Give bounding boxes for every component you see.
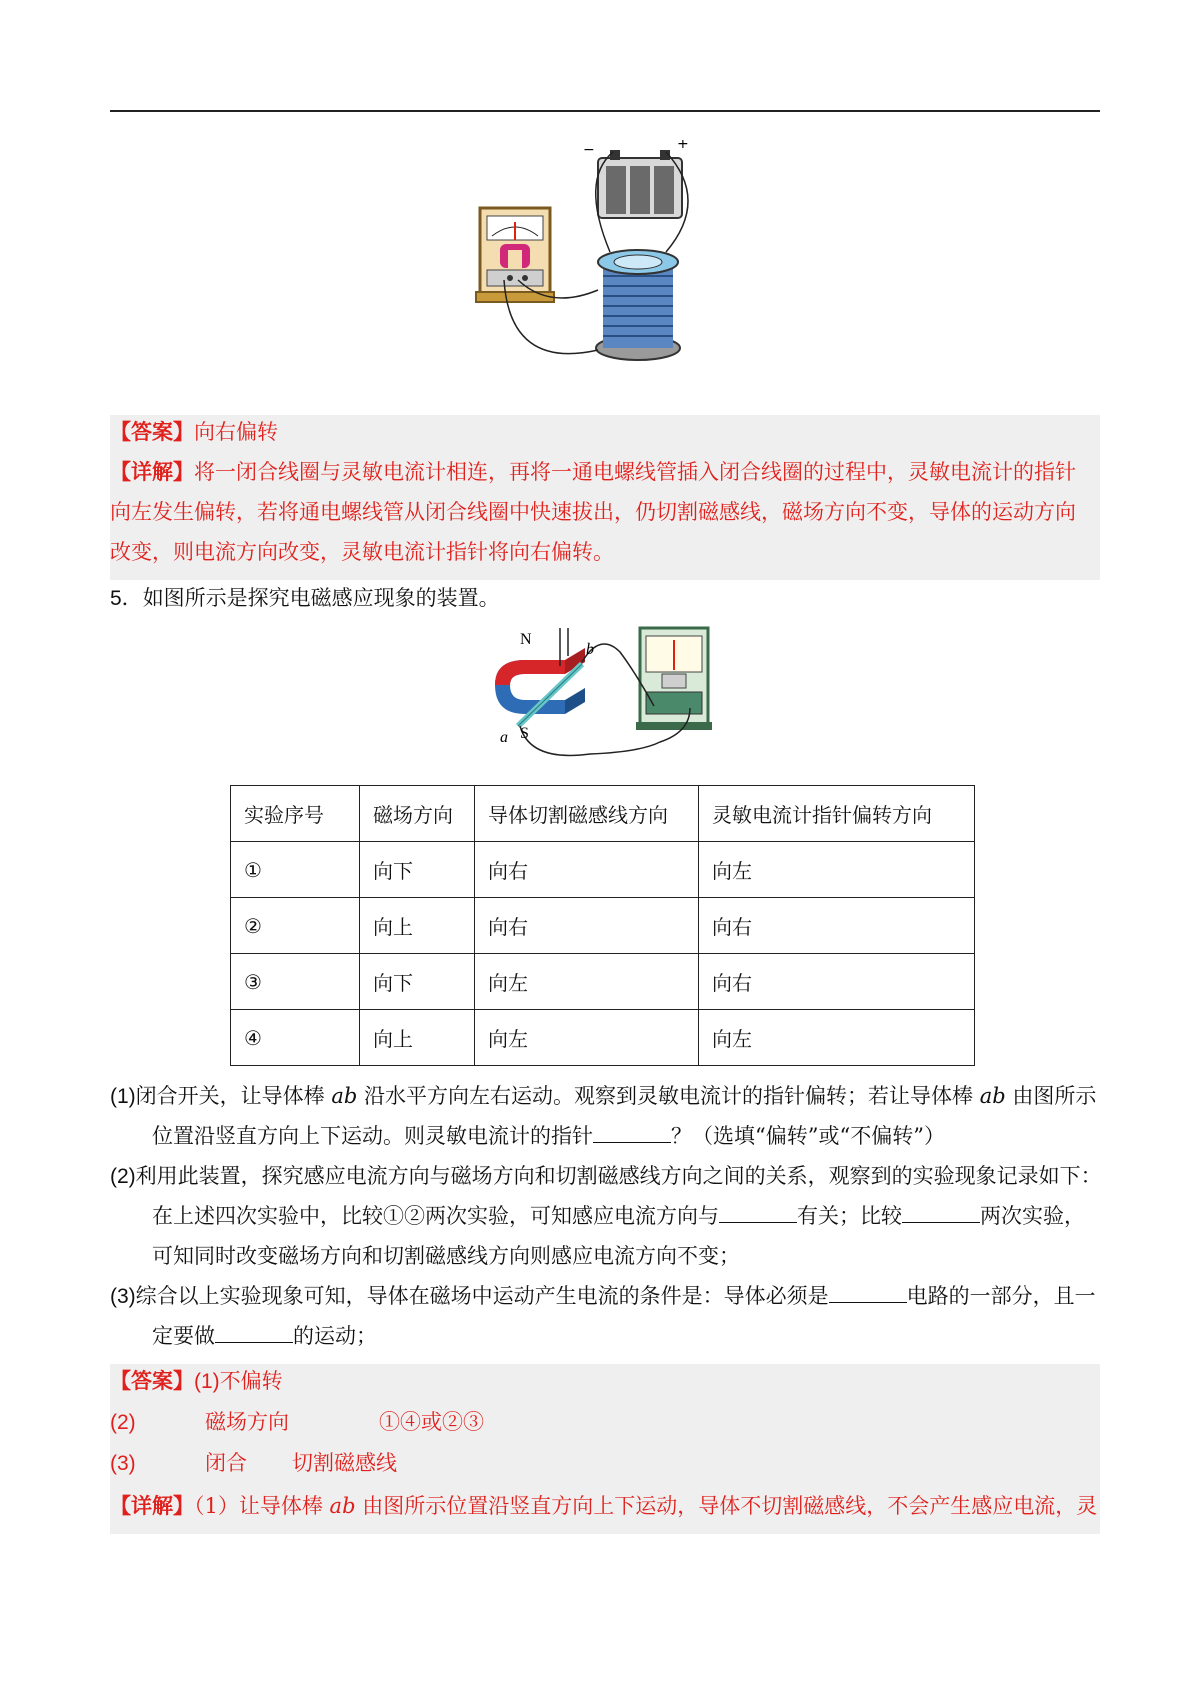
answer-text-2a: 磁场方向 — [205, 1410, 289, 1434]
sub3-text-d: 的运动； — [293, 1324, 377, 1348]
answer-num-1: (1) — [194, 1370, 220, 1393]
sub-number-2: (2) — [110, 1165, 136, 1188]
answer-blank[interactable] — [593, 1122, 671, 1143]
detail-2-text-b: 由图所示位置沿竖直方向上下运动，导体不切割磁感线，不会产生感应电流，灵 — [355, 1494, 1098, 1518]
galvanometer-icon — [476, 208, 554, 302]
header-cell: 磁场方向 — [360, 786, 475, 842]
table-cell: ④ — [231, 1010, 360, 1066]
sub3-text-c: 定要做 — [152, 1324, 215, 1348]
sub-question-2-line-2 — [152, 1202, 1085, 1230]
sub2-text-c: 有关；比较 — [797, 1204, 902, 1228]
answer-blank[interactable] — [719, 1202, 797, 1223]
answer-2-line-1 — [110, 1367, 283, 1396]
sub-number-1: (1) — [110, 1085, 136, 1108]
detail-label: 【详解】 — [110, 1493, 194, 1518]
answer-text-3a: 闭合 — [205, 1451, 247, 1475]
answer-label: 【答案】 — [110, 419, 194, 444]
experiment-table — [230, 785, 975, 1066]
answer-2-line-2 — [110, 1408, 484, 1437]
detail-2-text-a: （1）让导体棒 — [194, 1494, 330, 1518]
sub-question-2-line-1 — [110, 1162, 1102, 1191]
sub2-text-a: 利用此装置，探究感应电流方向与磁场方向和切割磁感线方向之间的关系，观察到的实验现象记录如下： — [135, 1164, 1102, 1188]
sub-question-3-line-1 — [110, 1282, 1096, 1311]
battery-plus-label: + — [677, 140, 689, 152]
n-pole-label: N — [520, 631, 532, 648]
table-cell: 向左 — [699, 1010, 975, 1066]
table-cell: 向下 — [360, 842, 475, 898]
sub2-text-b: 在上述四次实验中，比较①②两次实验，可知感应电流方向与 — [152, 1204, 719, 1228]
table-cell: 向左 — [475, 1010, 699, 1066]
answer-blank[interactable] — [215, 1322, 293, 1343]
answer-blank[interactable] — [829, 1282, 907, 1303]
table-cell: 向下 — [360, 954, 475, 1010]
table-row — [231, 1010, 975, 1066]
sub-question-3-line-2 — [152, 1322, 377, 1350]
question-5-stem — [110, 584, 500, 613]
battery-icon — [598, 150, 682, 218]
table-cell: 向左 — [475, 954, 699, 1010]
detail-line-1 — [110, 458, 1076, 486]
table-cell: 向上 — [360, 1010, 475, 1066]
solenoid-coil-icon — [596, 250, 680, 360]
sub1-text-c: 由图所示 — [1005, 1084, 1097, 1108]
rod-end-b-label: b — [586, 641, 594, 658]
table-cell: ② — [231, 898, 360, 954]
battery-minus-label: − — [583, 142, 595, 158]
answer-text-3b: 切割磁感线 — [292, 1451, 397, 1475]
answer-text: 向右偏转 — [194, 420, 278, 444]
answer-text-2b: ①④或②③ — [379, 1410, 484, 1434]
ab-symbol: ab — [979, 1084, 1006, 1108]
sub2-text-d: 两次实验， — [980, 1204, 1085, 1228]
coil-galvanometer-figure — [470, 140, 730, 405]
table-cell: ③ — [231, 954, 360, 1010]
answer-blank[interactable] — [902, 1202, 980, 1223]
table-cell: 向左 — [699, 842, 975, 898]
rod-end-a-label: a — [500, 729, 508, 746]
question-stem-text: 如图所示是探究电磁感应现象的装置。 — [142, 586, 500, 610]
answer-label: 【答案】 — [110, 1368, 194, 1393]
table-cell: 向右 — [475, 842, 699, 898]
sub1-text-d: 位置沿竖直方向上下运动。则灵敏电流计的指针 — [152, 1124, 593, 1148]
answer-line-1 — [110, 418, 278, 446]
sub3-text-a: 综合以上实验现象可知，导体在磁场中运动产生电流的条件是：导体必须是 — [135, 1284, 829, 1308]
answer-2-line-3 — [110, 1449, 397, 1478]
sub-question-2-line-3: 可知同时改变磁场方向和切割磁感线方向则感应电流方向不变； — [152, 1244, 740, 1268]
table-row — [231, 898, 975, 954]
sub-question-1-line-2 — [152, 1122, 945, 1150]
sub1-text-b: 沿水平方向左右运动。观察到灵敏电流计的指针偏转；若让导体棒 — [357, 1084, 980, 1108]
detail-text-1: 将一闭合线圈与灵敏电流计相连，再将一通电螺线管插入闭合线圈的过程中，灵敏电流计的指针 — [194, 460, 1076, 484]
table-cell: 向右 — [699, 898, 975, 954]
detail-line-2: 向左发生偏转，若将通电螺线管从闭合线圈中快速拔出，仍切割磁感线，磁场方向不变，导体的运动方向 — [110, 500, 1076, 524]
question-number: 5． — [110, 587, 143, 610]
ab-symbol: ab — [329, 1494, 356, 1518]
answer-num-2: (2) — [110, 1411, 136, 1434]
sub1-text-a: 闭合开关，让导体棒 — [135, 1084, 332, 1108]
answer-num-3: (3) — [110, 1452, 136, 1475]
table-cell: 向右 — [699, 954, 975, 1010]
sub3-text-b: 电路的一部分，且一 — [906, 1284, 1096, 1308]
table-row — [231, 842, 975, 898]
header-rule — [110, 110, 1100, 112]
detail-2-line-1 — [110, 1492, 1097, 1520]
table-cell: 向右 — [475, 898, 699, 954]
header-cell: 实验序号 — [231, 786, 360, 842]
sub-number-3: (3) — [110, 1285, 136, 1308]
galvanometer-icon — [636, 628, 712, 730]
detail-line-3: 改变，则电流方向改变，灵敏电流计指针将向右偏转。 — [110, 540, 614, 564]
s-pole-label: S — [520, 725, 529, 742]
table-header-row — [231, 786, 975, 842]
detail-label: 【详解】 — [110, 459, 194, 484]
magnet-rod-figure — [490, 622, 715, 772]
answer-text-1: 不偏转 — [219, 1369, 283, 1393]
sub-question-1-line-1 — [110, 1082, 1096, 1111]
header-cell: 导体切割磁感线方向 — [475, 786, 699, 842]
table-cell: 向上 — [360, 898, 475, 954]
header-cell: 灵敏电流计指针偏转方向 — [699, 786, 975, 842]
table-cell: ① — [231, 842, 360, 898]
sub1-text-e: ？（选填“偏转”或“不偏转”） — [671, 1124, 945, 1148]
table-row — [231, 954, 975, 1010]
ab-symbol: ab — [331, 1084, 358, 1108]
